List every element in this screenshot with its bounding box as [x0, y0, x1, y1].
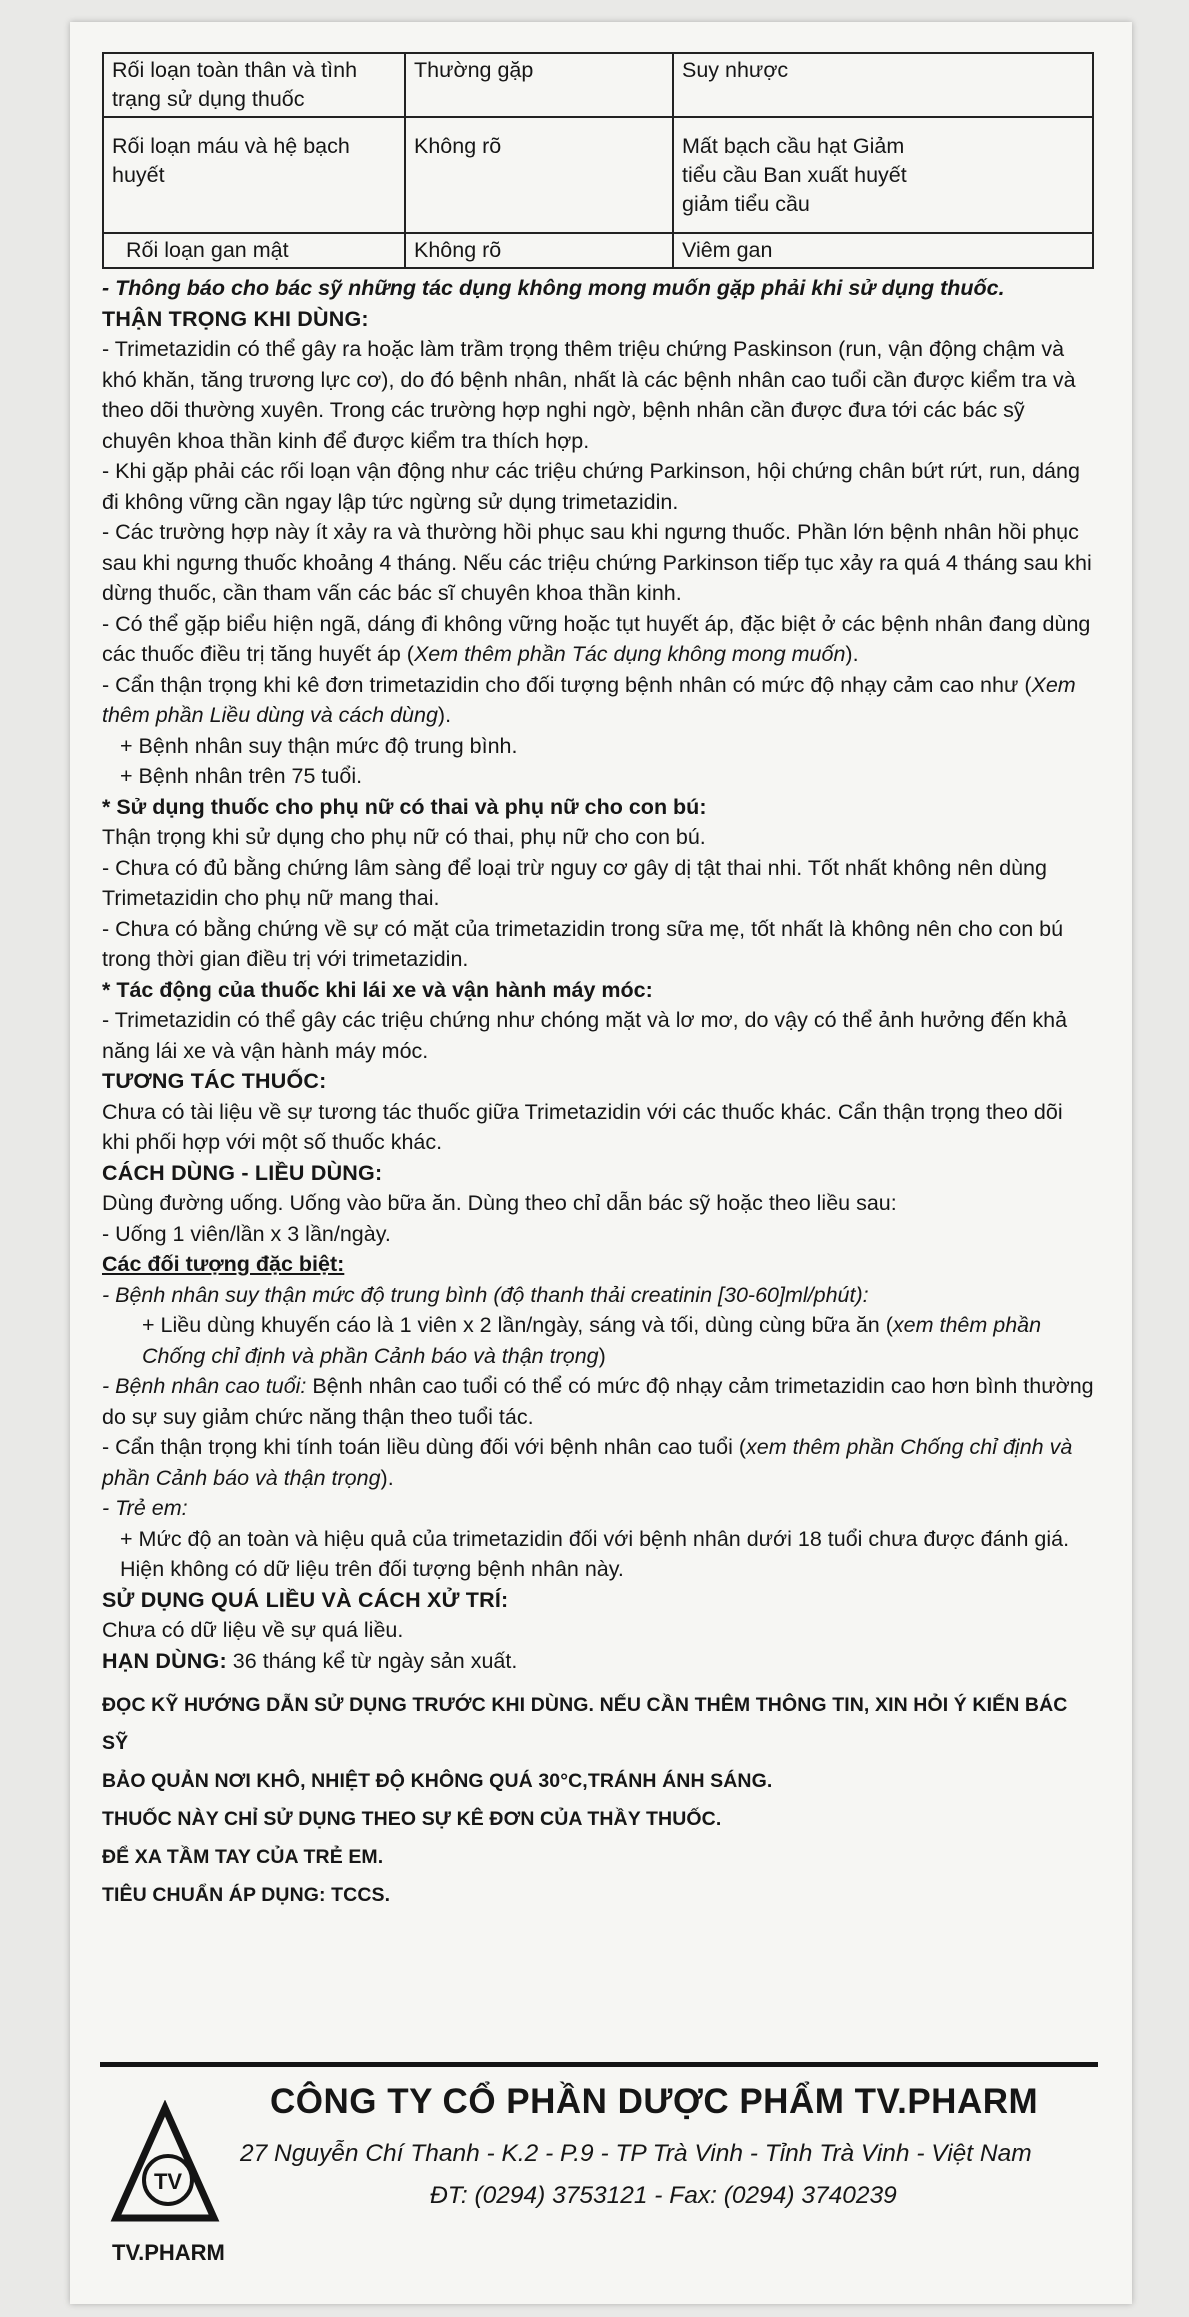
table-cell-organ: Rối loạn gan mật [103, 233, 405, 268]
notice-children: ĐỂ XA TẦM TAY CỦA TRẺ EM. [102, 1846, 384, 1868]
overdose-p1: Chưa có dữ liệu về sự quá liều. [102, 1618, 404, 1642]
elderly-2 [102, 1432, 1094, 1493]
pregnancy-p1: Thận trọng khi sử dụng cho phụ nữ có thai, phụ nữ cho con bú. [102, 825, 706, 849]
cross-reference: xem thêm phần Chống chỉ định và phần Cảnh báo và thận trọng [142, 1313, 1042, 1368]
expiry [102, 1646, 1094, 1677]
elderly-2-text: - Cẩn thận trọng khi tính toán liều dùng đối với bệnh nhân cao tuổi ( [102, 1435, 747, 1459]
pregnancy-p2: - Chưa có đủ bằng chứng lâm sàng để loại trừ nguy cơ gây dị tật thai nhi. Tốt nhất không nên dùng Trimetazidin cho phụ nữ mang thai. [102, 855, 1047, 910]
logo-text: TV.PHARM [112, 2240, 225, 2265]
table-row [103, 53, 1093, 117]
leaflet-content [102, 52, 1094, 1914]
table-cell-organ: Rối loạn toàn thân và tình trạng sử dụng thuốc [103, 53, 405, 117]
leaflet-sheet [70, 22, 1132, 2304]
notice-standard: TIÊU CHUẨN ÁP DỤNG: TCCS. [102, 1884, 391, 1906]
logo-mark: TV [153, 2169, 183, 2194]
precautions-p5-text: - Cẩn thận trọng khi kê đơn trimetazidin cho đối tượng bệnh nhân có mức độ nhạy cảm cao như ( [102, 672, 1032, 697]
dosage-heading: CÁCH DÙNG - LIỀU DÙNG: [102, 1160, 383, 1185]
elderly-label: - Bệnh nhân cao tuổi: [102, 1374, 307, 1398]
precautions-p4 [102, 609, 1094, 670]
company-logo [110, 2100, 225, 2265]
table-cell-frequency: Không rõ [405, 233, 673, 268]
notice-read-instructions: ĐỌC KỸ HƯỚNG DẪN SỬ DỤNG TRƯỚC KHI DÙNG. NẾU CẦN THÊM THÔNG TIN, XIN HỎI Ý KIẾN BÁC SỸ [102, 1694, 1068, 1754]
table-cell-frequency: Không rõ [405, 117, 673, 233]
dosage-p2: - Uống 1 viên/lần x 3 lần/ngày. [102, 1221, 391, 1246]
company-address: 27 Nguyễn Chí Thanh - K.2 - P.9 - TP Trà Vinh - Tỉnh Trà Vinh - Việt Nam [240, 2140, 1032, 2167]
cross-reference: xem thêm phần Chống chỉ định và phần Cảnh báo và thận trọng [102, 1435, 1073, 1490]
footer-divider [100, 2062, 1098, 2067]
elderly-2-end: ). [380, 1465, 394, 1490]
pregnancy-p3: - Chưa có bằng chứng về sự có mặt của trimetazidin trong sữa mẹ, tốt nhất là không nên cho con bú trong thời gian điều trị với trimetazidin. [102, 916, 1064, 971]
precautions-p3: - Các trường hợp này ít xảy ra và thường hồi phục sau khi ngưng thuốc. Phần lớn bệnh nhân hồi phục sau khi ngưng thuốc khoảng 4 tháng. Nếu các triệu chứng Parkinson tiếp tục xảy ra quá 4 tháng sau khi dừng thuốc, cần tham vấn các bác sĩ chuyên khoa thần kinh. [102, 520, 1092, 605]
table-row [103, 117, 1093, 233]
special-groups-heading: Các đối tượng đặc biệt: [102, 1252, 345, 1276]
children-text: + Mức độ an toàn và hiệu quả của trimetazidin đối với bệnh nhân dưới 18 tuổi chưa được đánh giá. Hiện không có dữ liệu trên đối tượng bệnh nhân này. [120, 1526, 1070, 1581]
table-row [103, 233, 1093, 268]
driving-heading: * Tác động của thuốc khi lái xe và vận hành máy móc: [102, 977, 653, 1002]
expiry-label: HẠN DÙNG: [102, 1648, 227, 1673]
precautions-p4-text: - Có thể gặp biểu hiện ngã, dáng đi không vững hoặc tụt huyết áp, đặc biệt ở các bệnh nhân đang dùng các thuốc điều trị tăng huyết áp ( [102, 611, 1091, 666]
precautions-heading: THẬN TRỌNG KHI DÙNG: [102, 306, 369, 331]
precautions-p4-end: ). [845, 642, 859, 666]
precautions-p5-end: ). [437, 703, 452, 727]
report-notice: - Thông báo cho bác sỹ những tác dụng không mong muốn gặp phải khi sử dụng thuốc. [102, 276, 1005, 300]
interactions-p1: Chưa có tài liệu về sự tương tác thuốc giữa Trimetazidin với các thuốc khác. Cẩn thận trọng theo dõi khi phối hợp với một số thuốc khác. [102, 1099, 1063, 1154]
table-cell-organ: Rối loạn máu và hệ bạch huyết [103, 117, 405, 233]
overdose-heading: SỬ DỤNG QUÁ LIỀU VÀ CÁCH XỬ TRÍ: [102, 1587, 509, 1612]
precautions-bullet-1: + Bệnh nhân suy thận mức độ trung bình. [120, 733, 518, 758]
renal-dose-text: + Liều dùng khuyến cáo là 1 viên x 2 lần/ngày, sáng và tối, dùng cùng bữa ăn ( [142, 1313, 893, 1337]
renal-dose-end: ) [598, 1343, 606, 1368]
children-label: - Trẻ em: [102, 1496, 188, 1520]
company-name: CÔNG TY CỔ PHẦN DƯỢC PHẨM TV.PHARM [270, 2082, 1039, 2121]
table-cell-effect: Viêm gan [673, 233, 1093, 268]
table-cell-effect [673, 117, 1093, 233]
pregnancy-heading: * Sử dụng thuốc cho phụ nữ có thai và phụ nữ cho con bú: [102, 794, 707, 819]
table-cell-effect: Suy nhược [673, 53, 1093, 117]
notice-prescription: THUỐC NÀY CHỈ SỬ DỤNG THEO SỰ KÊ ĐƠN CỦA THẦY THUỐC. [102, 1808, 722, 1830]
expiry-text: 36 tháng kể từ ngày sản xuất. [226, 1648, 518, 1673]
driving-p1: - Trimetazidin có thể gây các triệu chứng như chóng mặt và lơ mơ, do vậy có thể ảnh hưởng đến khả năng lái xe và vận hành máy móc. [102, 1008, 1068, 1063]
precautions-bullet-2: + Bệnh nhân trên 75 tuổi. [120, 764, 363, 788]
precautions-p2: - Khi gặp phải các rối loạn vận động như các triệu chứng Parkinson, hội chứng chân bứt rứt, run, dáng đi không vững cần ngay lập tức ngừng sử dụng trimetazidin. [102, 459, 1080, 514]
notice-storage: BẢO QUẢN NƠI KHÔ, NHIỆT ĐỘ KHÔNG QUÁ 30°C,TRÁNH ÁNH SÁNG. [102, 1770, 773, 1792]
elderly-text: Bệnh nhân cao tuổi có thể có mức độ nhạy cảm trimetazidin cao hơn bình thường do sự suy giảm chức năng thận theo tuổi tác. [102, 1374, 1094, 1429]
cross-reference: Xem thêm phần Liều dùng và cách dùng [102, 672, 1076, 727]
footer [100, 2080, 1098, 2280]
company-phone: ĐT: (0294) 3753121 - Fax: (0294) 3740239 [430, 2182, 897, 2209]
precautions-p5 [102, 670, 1094, 731]
elderly [102, 1371, 1094, 1432]
renal-impairment: - Bệnh nhân suy thận mức độ trung bình (độ thanh thải creatinin [30-60]ml/phút): [102, 1282, 869, 1307]
cross-reference: Xem thêm phần Tác dụng không mong muốn [413, 642, 846, 666]
effect-list: Mất bạch cầu hạt Giảm tiểu cầu Ban xuất huyết giảm tiểu cầu [682, 134, 907, 216]
table-cell-frequency: Thường gặp [405, 53, 673, 117]
dosage-p1: Dùng đường uống. Uống vào bữa ăn. Dùng theo chỉ dẫn bác sỹ hoặc theo liều sau: [102, 1191, 897, 1215]
logo-triangle-icon [110, 2100, 220, 2230]
adverse-effects-table [102, 52, 1094, 269]
renal-dose [102, 1310, 1094, 1371]
interactions-heading: TƯƠNG TÁC THUỐC: [102, 1069, 327, 1093]
precautions-p1: - Trimetazidin có thể gây ra hoặc làm trầm trọng thêm triệu chứng Paskinson (run, vận động chậm và khó khăn, tăng trương lực cơ), do đó bệnh nhân, nhất là các bệnh nhân cao tuổi cần được kiểm tra và theo dõi thường xuyên. Trong các trường hợp nghi ngờ, bệnh nhân cần được đưa tới các bác sỹ chuyên khoa thần kinh để được kiểm tra thích hợp. [102, 337, 1076, 453]
